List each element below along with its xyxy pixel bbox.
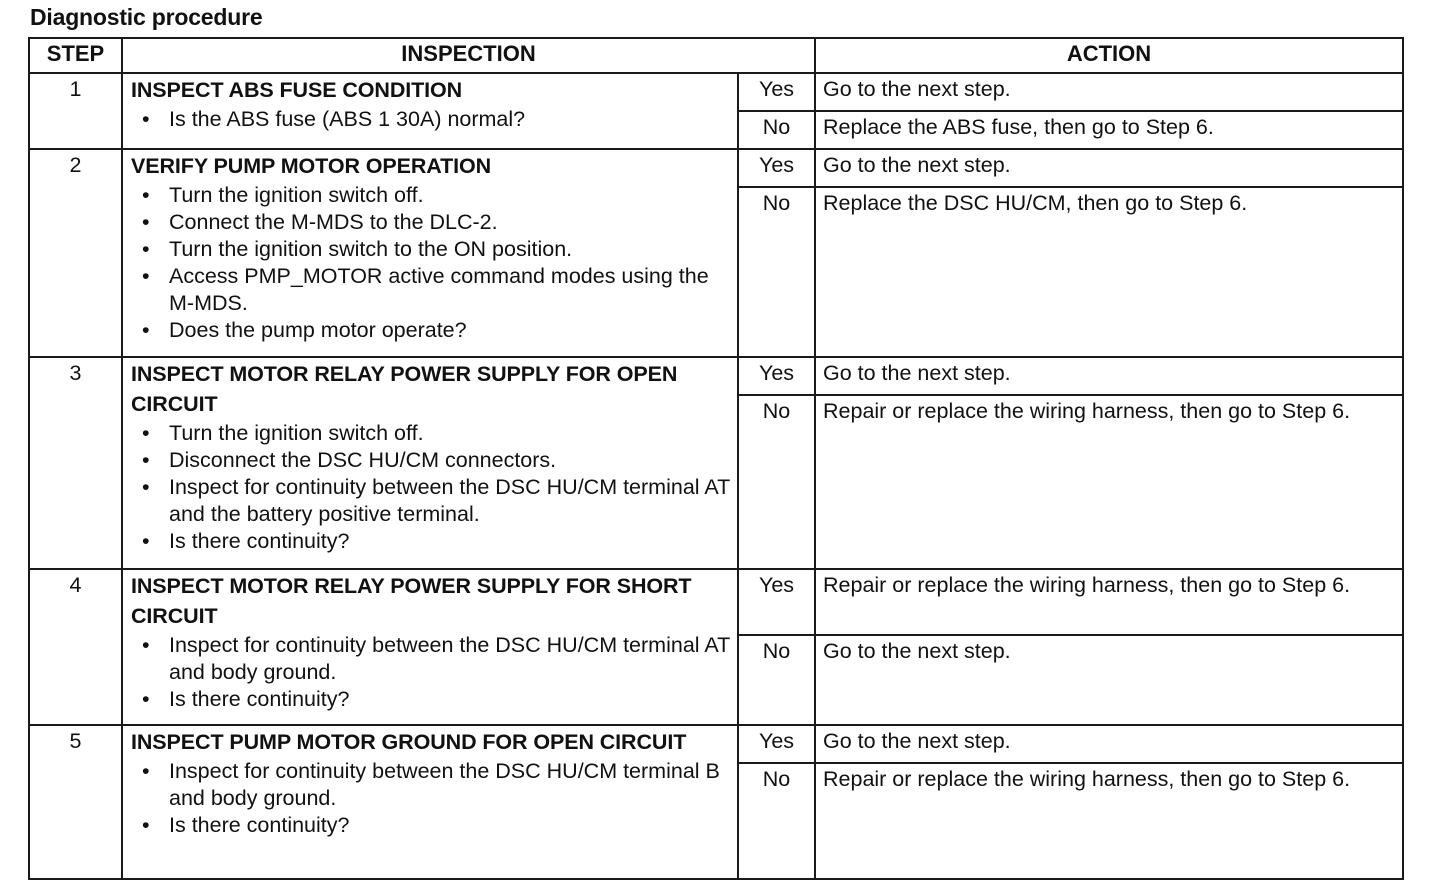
inspection-bullets [131, 758, 731, 839]
bullet-item: • Turn the ignition switch off. [169, 182, 731, 209]
step-4-inspection [122, 569, 738, 725]
bullet-item: • Disconnect the DSC HU/CM connectors. [169, 447, 731, 474]
step-number: 5 [29, 725, 122, 879]
step-5-yes-row [29, 725, 1403, 763]
page-title: Diagnostic procedure [30, 4, 263, 30]
yes-action: Go to the next step. [815, 149, 1403, 187]
step-1-yes-row [29, 73, 1403, 111]
bullet-item: • Turn the ignition switch to the ON position. [169, 236, 731, 263]
no-label: No [738, 395, 815, 569]
yes-action: Go to the next step. [815, 73, 1403, 111]
step-3-inspection [122, 357, 738, 569]
yes-label: Yes [738, 725, 815, 763]
step-number: 1 [29, 73, 122, 149]
no-action: Replace the DSC HU/CM, then go to Step 6. [815, 187, 1403, 357]
step-1-inspection [122, 73, 738, 149]
bullet-item: • Is the ABS fuse (ABS 1 30A) normal? [169, 106, 731, 133]
inspection-title: VERIFY PUMP MOTOR OPERATION [131, 154, 492, 178]
inspection-column-header: INSPECTION [122, 38, 815, 73]
inspection-bullets [131, 106, 731, 133]
no-label: No [738, 111, 815, 149]
header-row [29, 38, 1403, 73]
no-action: Repair or replace the wiring harness, then go to Step 6. [815, 763, 1403, 879]
inspection-bullets [131, 182, 731, 344]
inspection-title: INSPECT PUMP MOTOR GROUND FOR OPEN CIRCUIT [131, 730, 687, 754]
step-5-inspection [122, 725, 738, 879]
step-3-yes-row [29, 357, 1403, 395]
yes-action: Repair or replace the wiring harness, then go to Step 6. [815, 569, 1403, 635]
bullet-item: • Access PMP_MOTOR active command modes using the M-MDS. [169, 263, 731, 317]
step-2-yes-row [29, 149, 1403, 187]
inspection-title: INSPECT MOTOR RELAY POWER SUPPLY FOR OPEN CIRCUIT [131, 362, 678, 416]
no-action: Go to the next step. [815, 635, 1403, 725]
step-column-header: STEP [29, 38, 122, 73]
yes-label: Yes [738, 569, 815, 635]
yes-action: Go to the next step. [815, 725, 1403, 763]
bullet-item: • Is there continuity? [169, 812, 731, 839]
step-2-inspection [122, 149, 738, 357]
step-number: 3 [29, 357, 122, 569]
bullet-item: • Connect the M-MDS to the DLC-2. [169, 209, 731, 236]
inspection-bullets [131, 632, 731, 713]
no-action: Repair or replace the wiring harness, then go to Step 6. [815, 395, 1403, 569]
step-4-yes-row [29, 569, 1403, 635]
bullet-item: • Turn the ignition switch off. [169, 420, 731, 447]
step-number: 2 [29, 149, 122, 357]
inspection-title: INSPECT MOTOR RELAY POWER SUPPLY FOR SHORT CIRCUIT [131, 574, 692, 628]
no-label: No [738, 635, 815, 725]
no-label: No [738, 187, 815, 357]
inspection-bullets [131, 420, 731, 555]
yes-action: Go to the next step. [815, 357, 1403, 395]
yes-label: Yes [738, 73, 815, 111]
bullet-item: • Is there continuity? [169, 686, 731, 713]
bullet-item: • Does the pump motor operate? [169, 317, 731, 344]
bullet-item: • Is there continuity? [169, 528, 731, 555]
yes-label: Yes [738, 149, 815, 187]
action-column-header: ACTION [815, 38, 1403, 73]
bullet-item: • Inspect for continuity between the DSC HU/CM terminal B and body ground. [169, 758, 731, 812]
bullet-item: • Inspect for continuity between the DSC HU/CM terminal AT and the battery positive terminal. [169, 474, 731, 528]
yes-label: Yes [738, 357, 815, 395]
inspection-title: INSPECT ABS FUSE CONDITION [131, 78, 463, 102]
diagnostic-table [28, 37, 1404, 880]
bullet-item: • Inspect for continuity between the DSC HU/CM terminal AT and body ground. [169, 632, 731, 686]
no-action: Replace the ABS fuse, then go to Step 6. [815, 111, 1403, 149]
step-number: 4 [29, 569, 122, 725]
no-label: No [738, 763, 815, 879]
